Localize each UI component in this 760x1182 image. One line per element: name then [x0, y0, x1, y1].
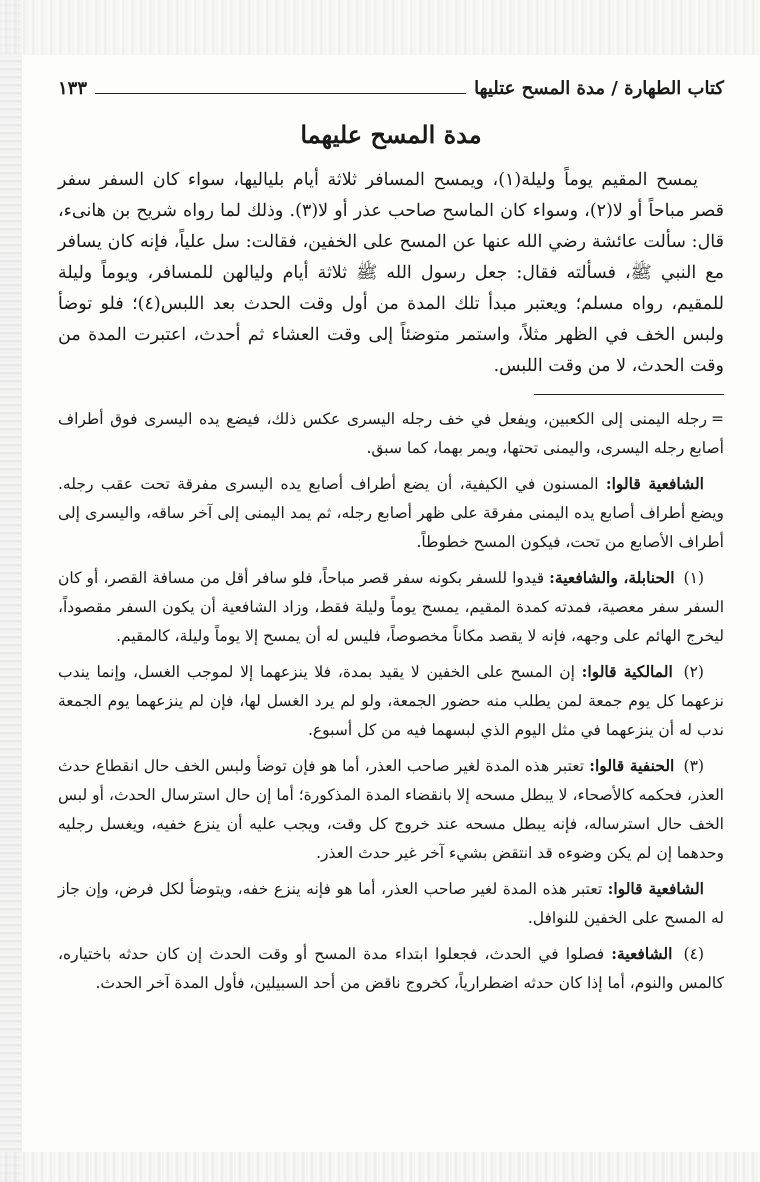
footnote-marker: (٤) [683, 945, 704, 963]
footnote-text: المسنون في الكيفية، أن يضع أطراف أصابع يده اليسرى مفرقة تحت عقب رجله. ويضع أطراف أصابع يده اليمنى مفرقة على ظهر أصابع رجله، ثم يمد اليمنى إلى آخر ساقه، واليسرى إلى أطراف الأصابع من تحت، فيكون المسح خطوطاً. [58, 475, 724, 551]
footnote-continuation [58, 405, 724, 463]
footnote-item [58, 874, 724, 933]
footnote-lead: الحنابلة، والشافعية: [549, 568, 675, 587]
header-rule [95, 93, 466, 94]
footnote-text: إن المسح على الخفين لا يقيد بمدة، فلا ينزعهما إلا لموجب الغسل، وإنما يندب نزعهما كل يوم جمعة لمن يطلب منه حضور الجمعة، ولو لم يرد الغسل لها، فإن لم ينزعهما يوم الجمعة ندب له أن ينزعهما في مثل اليوم الذي لبسهما فيه من كل أسبوع. [58, 663, 724, 739]
footnote-text: فصلوا في الحدث، فجعلوا ابتداء مدة المسح أو وقت الحدث إن كان حدثه باختياره، كالمس والنوم، أما إذا كان حدثه اضطرارياً، كخروج ناقض من أحد السبيلين، فأول المدة آخر الحدث. [58, 945, 724, 992]
footnote-text: تعتبر هذه المدة لغير صاحب العذر، أما هو فإن توضأ ولبس الخف حال انقطاع حدث العذر، فحكمه كالأصحاء، لا يبطل مسحه إلا بانقضاء المدة المذكورة؛ أما إن حال استرسال الحدث، أو لبس الخف حال استرساله، فإنه يبطل مسحه عند خروج كل وقت، ويجب عليه أن ينزع خفيه، ويغسل رجليه وحدهما إن لم يكن وضوءه قد انتقض بشيء آخر غير حدث العذر. [58, 757, 724, 862]
chapter-title: مدة المسح عليهما [300, 120, 482, 149]
page-edge-top [0, 0, 760, 55]
running-header [58, 78, 724, 108]
page-edge-bottom [0, 1152, 760, 1182]
footnote-item-3 [58, 751, 724, 868]
footnote-lead: الشافعية: [611, 944, 673, 963]
footnote-separator [534, 394, 724, 395]
footnote-marker: = [711, 410, 724, 428]
footnote-item-4 [58, 939, 724, 998]
footnotes [58, 405, 724, 998]
footnote-text: تعتبر هذه المدة لغير صاحب العذر، أما هو فإنه ينزع خفه، ويتوضأ لكل فرض، وإن جاز له المسح على الخفين للنوافل. [58, 880, 724, 927]
footnote-lead: الشافعية قالوا: [605, 474, 704, 493]
page-edge-left [0, 0, 22, 1182]
footnote-marker: (٢) [683, 663, 704, 681]
footnote-marker: (٣) [683, 757, 704, 775]
main-paragraph: يمسح المقيم يوماً وليلة(١)، ويمسح المسافر ثلاثة أيام بلياليها، سواء كان السفر سفر قصر مباحاً أو لا(٢)، وسواء كان الماسح صاحب عذر أو لا(٣). وذلك لما رواه شريح بن هانىء، قال: سألت عائشة رضي الله عنها عن المسح على الخفين، فقالت: سل علياً، فإنه كان يسافر مع النبي ﷺ، فسألته فقال: جعل رسول الله ﷺ ثلاثة أيام وليالهن للمسافر، ويوماً وليلة للمقيم، رواه مسلم؛ ويعتبر مبدأ تلك المدة من أول وقت الحدث بعد اللبس(٤)؛ فلو توضأ ولبس الخف في الظهر مثلاً، واستمر متوضئاً إلى وقت العشاء ثم أحدث، اعتبرت المدة من وقت الحدث، لا من وقت اللبس. [58, 170, 724, 376]
page-content [58, 78, 724, 1004]
running-title: كتاب الطهارة / مدة المسح عتليها [474, 78, 724, 99]
footnote-item [58, 469, 724, 557]
footnote-item-1 [58, 563, 724, 651]
footnote-text: قيدوا للسفر بكونه سفر قصر مباحاً، فلو سافر أقل من مسافة القصر، أو كان السفر سفر معصية، فمدته كمدة المقيم، يمسح يوماً وليلة فقط، وزاد الشافعية أن يكون السفر مقصوداً، ليخرج الهائم على وجهه، فإنه لا يقصد مكاناً مخصوصاً، فليس له أن يمسح إلا يوماً وليلة، كالمقيم. [58, 569, 724, 645]
footnote-text: رجله اليمنى إلى الكعبين، ويفعل في خف رجله اليسرى عكس ذلك، فيضع يده اليسرى فوق أطراف أصابع رجله اليسرى، واليمنى تحتها، ويمر بهما، كما سبق. [58, 410, 724, 457]
page-number: ١٣٣ [58, 78, 88, 99]
footnote-lead: الشافعية قالوا: [607, 879, 704, 898]
footnote-lead: المالكية قالوا: [581, 662, 673, 681]
footnote-lead: الحنفية قالوا: [589, 756, 675, 775]
footnote-item-2 [58, 657, 724, 745]
footnote-marker: (١) [683, 569, 704, 587]
